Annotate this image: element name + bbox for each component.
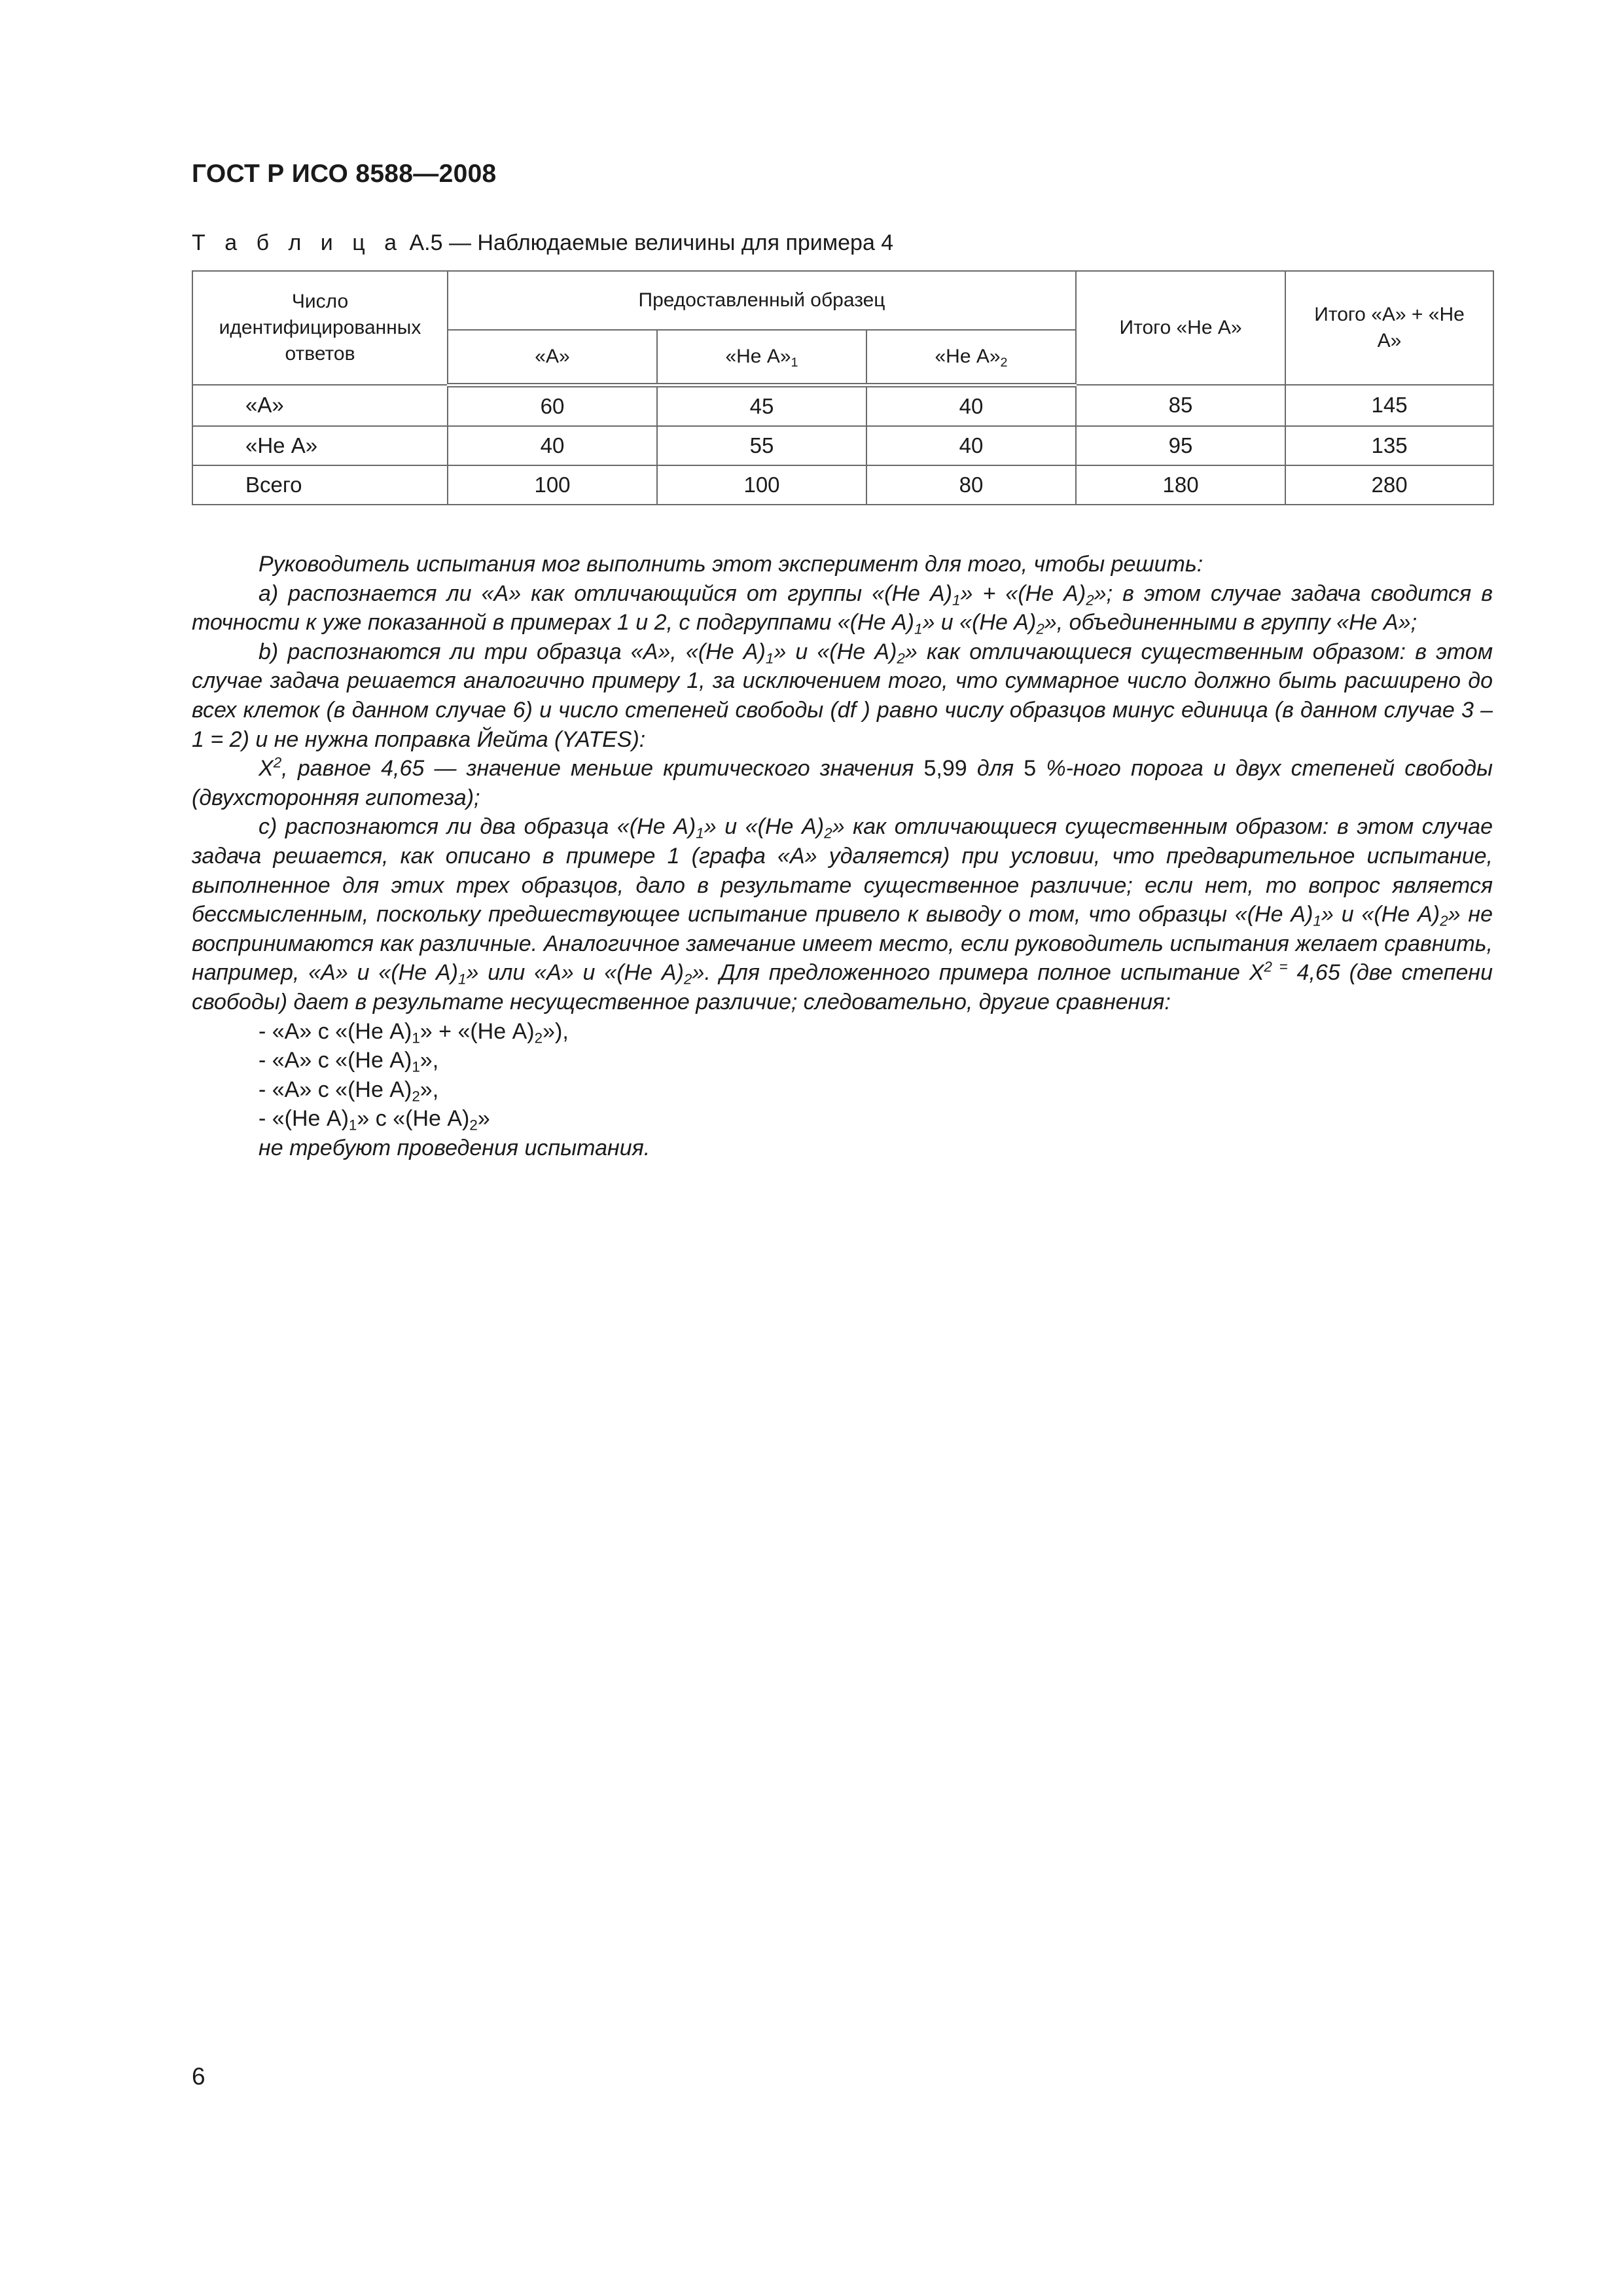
text-run: », xyxy=(419,1048,439,1073)
comparison-list-item xyxy=(192,1017,1493,1047)
subscript: 2 xyxy=(1036,620,1044,637)
text-run: » как отличающиеся существенным образом: в этом случае задача решается, как описано в примере 1 (графа «А» удаляется) при условии, что предварительное испытание, выполненное для этих трех образцов, дало в результате существенное различие; если нет, то вопрос является бессмысленным, поскольку предшествующее испытание привело к выводу о том, что образцы «(Не А) xyxy=(192,814,1493,927)
subscript: 2 xyxy=(824,825,832,842)
row-label: Всего xyxy=(192,465,448,505)
subheader-a: «А» xyxy=(448,330,657,385)
text-run: - «(Не А) xyxy=(259,1106,349,1132)
text-run: » с «(Не А) xyxy=(357,1106,470,1132)
text-run: » или «А» и «(Не А) xyxy=(466,960,684,986)
table-cell: 100 xyxy=(448,465,657,505)
text-run: » как отличающиеся существенным образом: в этом случае задача решается аналогично примеру 1, за исключением того, что суммарное число должно быть расширено до всех клеток (в данном случае 6) и число степеней свободы (df ) равно числу образцов минус единица (в данном случае 3 – 1 = 2) и не нужна поправка Йейта (YATES): xyxy=(192,639,1493,752)
header-total-both: Итого «А» + «Не А» xyxy=(1285,271,1493,385)
table-cell: 95 xyxy=(1076,426,1285,465)
subscript: 1 xyxy=(914,620,923,637)
paragraph-item-b xyxy=(192,637,1493,754)
header-response-count: Число идентифицированных ответов xyxy=(192,271,448,385)
page-number: 6 xyxy=(192,2063,205,2090)
text-run: с) распознаются ли два образца «(Не А) xyxy=(259,814,696,840)
text-run: » + «(Не А) xyxy=(419,1018,535,1044)
superscript: 2 = xyxy=(1264,958,1288,975)
table-caption-text: А.5 — Наблюдаемые величины для примера 4 xyxy=(403,230,894,255)
text-run: - «А» с «(Не А) xyxy=(259,1077,412,1102)
text-run: »), xyxy=(543,1018,569,1044)
text-run: » не воспринимаются как различные. Аналогичное замечание имеет место, если руководитель испытания желает сравнить, например, «А» и «(Не А) xyxy=(192,902,1493,986)
row-label: «Не А» xyxy=(192,426,448,465)
closing-line: не требуют проведения испытания. xyxy=(259,1135,651,1160)
table-cell: 40 xyxy=(866,426,1076,465)
paragraph-chi-square xyxy=(192,754,1493,812)
superscript: 2 xyxy=(273,754,282,771)
table-row xyxy=(192,385,1493,426)
text-run: », объединенными в группу «Не А»; xyxy=(1044,610,1418,636)
subscript: 2 xyxy=(1086,592,1094,609)
text-run: » и «(Не А) xyxy=(704,814,825,840)
table-cell: 55 xyxy=(657,426,866,465)
subscript: 2 xyxy=(683,971,692,988)
row-label: «А» xyxy=(192,385,448,426)
intro-paragraph: Руководитель испытания мог выполнить этот эксперимент для того, чтобы решить: xyxy=(259,552,1204,577)
text-run: для xyxy=(967,756,1024,781)
subscript: 2 xyxy=(469,1117,478,1134)
text-run: » + «(Не А) xyxy=(960,581,1086,606)
text-run: - «А» с «(Не А) xyxy=(259,1018,412,1044)
subscript: 2 xyxy=(1440,912,1448,929)
subheader-not-a-1-index: 1 xyxy=(791,355,798,370)
subheader-not-a-2 xyxy=(866,330,1076,385)
table-cell: 180 xyxy=(1076,465,1285,505)
comparison-list-item xyxy=(192,1046,1493,1075)
document-header: ГОСТ Р ИСО 8588—2008 xyxy=(192,160,497,188)
text-run: ». Для предложенного примера полное испытание X xyxy=(692,960,1264,986)
text-run: » и «(Не А) xyxy=(774,639,897,664)
text-run: %-ного порога и двух степеней свободы (двухсторонняя гипотеза); xyxy=(192,756,1493,810)
table-cell: 40 xyxy=(866,385,1076,426)
header-total-not-a: Итого «Не А» xyxy=(1076,271,1285,385)
table-cell: 85 xyxy=(1076,385,1285,426)
text-run: » и «(Не А) xyxy=(922,610,1037,636)
subscript: 2 xyxy=(412,1088,420,1105)
comparison-list-item xyxy=(192,1075,1493,1105)
subheader-not-a-1-text: «Не А» xyxy=(725,345,791,367)
subscript: 1 xyxy=(952,592,961,609)
table-caption-prefix: Т а б л и ц а xyxy=(192,230,404,255)
subscript: 1 xyxy=(412,1030,420,1047)
table-cell: 40 xyxy=(448,426,657,465)
subheader-not-a-2-text: «Не А» xyxy=(935,345,1001,367)
text-run: X xyxy=(259,756,274,781)
table-cell: 80 xyxy=(866,465,1076,505)
text-run: b) распознаются ли три образца «А», «(Не А) xyxy=(259,639,766,664)
table-row xyxy=(192,465,1493,505)
subheader-not-a-2-index: 2 xyxy=(1000,355,1008,370)
comparison-list-item xyxy=(192,1104,1493,1134)
table-row xyxy=(192,426,1493,465)
paragraph-item-c xyxy=(192,812,1493,1016)
text-run: 5 xyxy=(1024,756,1037,781)
table-cell: 280 xyxy=(1285,465,1493,505)
subscript: 2 xyxy=(897,650,905,667)
text-run: - «А» с «(Не А) xyxy=(259,1048,412,1073)
subheader-not-a-1 xyxy=(657,330,866,385)
table-caption xyxy=(192,230,893,256)
text-run: » и «(Не А) xyxy=(1321,902,1440,927)
subscript: 1 xyxy=(458,971,467,988)
text-run: , равное 4,65 — значение меньше критического значения xyxy=(281,756,924,781)
table-cell: 145 xyxy=(1285,385,1493,426)
observed-values-table xyxy=(192,270,1494,505)
subscript: 1 xyxy=(765,650,774,667)
text-run: », xyxy=(419,1077,439,1102)
text-run: а) распознается ли «А» как отличающийся от группы «(Не А) xyxy=(259,581,953,606)
table-cell: 60 xyxy=(448,385,657,426)
body-text xyxy=(192,550,1493,1162)
subscript: 2 xyxy=(534,1030,543,1047)
paragraph-item-a xyxy=(192,579,1493,637)
subscript: 1 xyxy=(412,1058,420,1075)
header-presented-sample: Предоставленный образец xyxy=(448,271,1076,330)
text-run: » xyxy=(477,1106,490,1132)
subscript: 1 xyxy=(348,1117,357,1134)
subscript: 1 xyxy=(1313,912,1321,929)
table-cell: 100 xyxy=(657,465,866,505)
text-run: »; в этом случае задача сводится в точности к уже показанной в примерах 1 и 2, с подгруппами «(Не А) xyxy=(192,581,1493,636)
table-cell: 45 xyxy=(657,385,866,426)
text-run: 5,99 xyxy=(923,756,967,781)
subscript: 1 xyxy=(696,825,704,842)
table-cell: 135 xyxy=(1285,426,1493,465)
text-run: 4,65 (две степени свободы) дает в результате несущественное различие; следовательно, другие сравнения: xyxy=(192,960,1493,1014)
